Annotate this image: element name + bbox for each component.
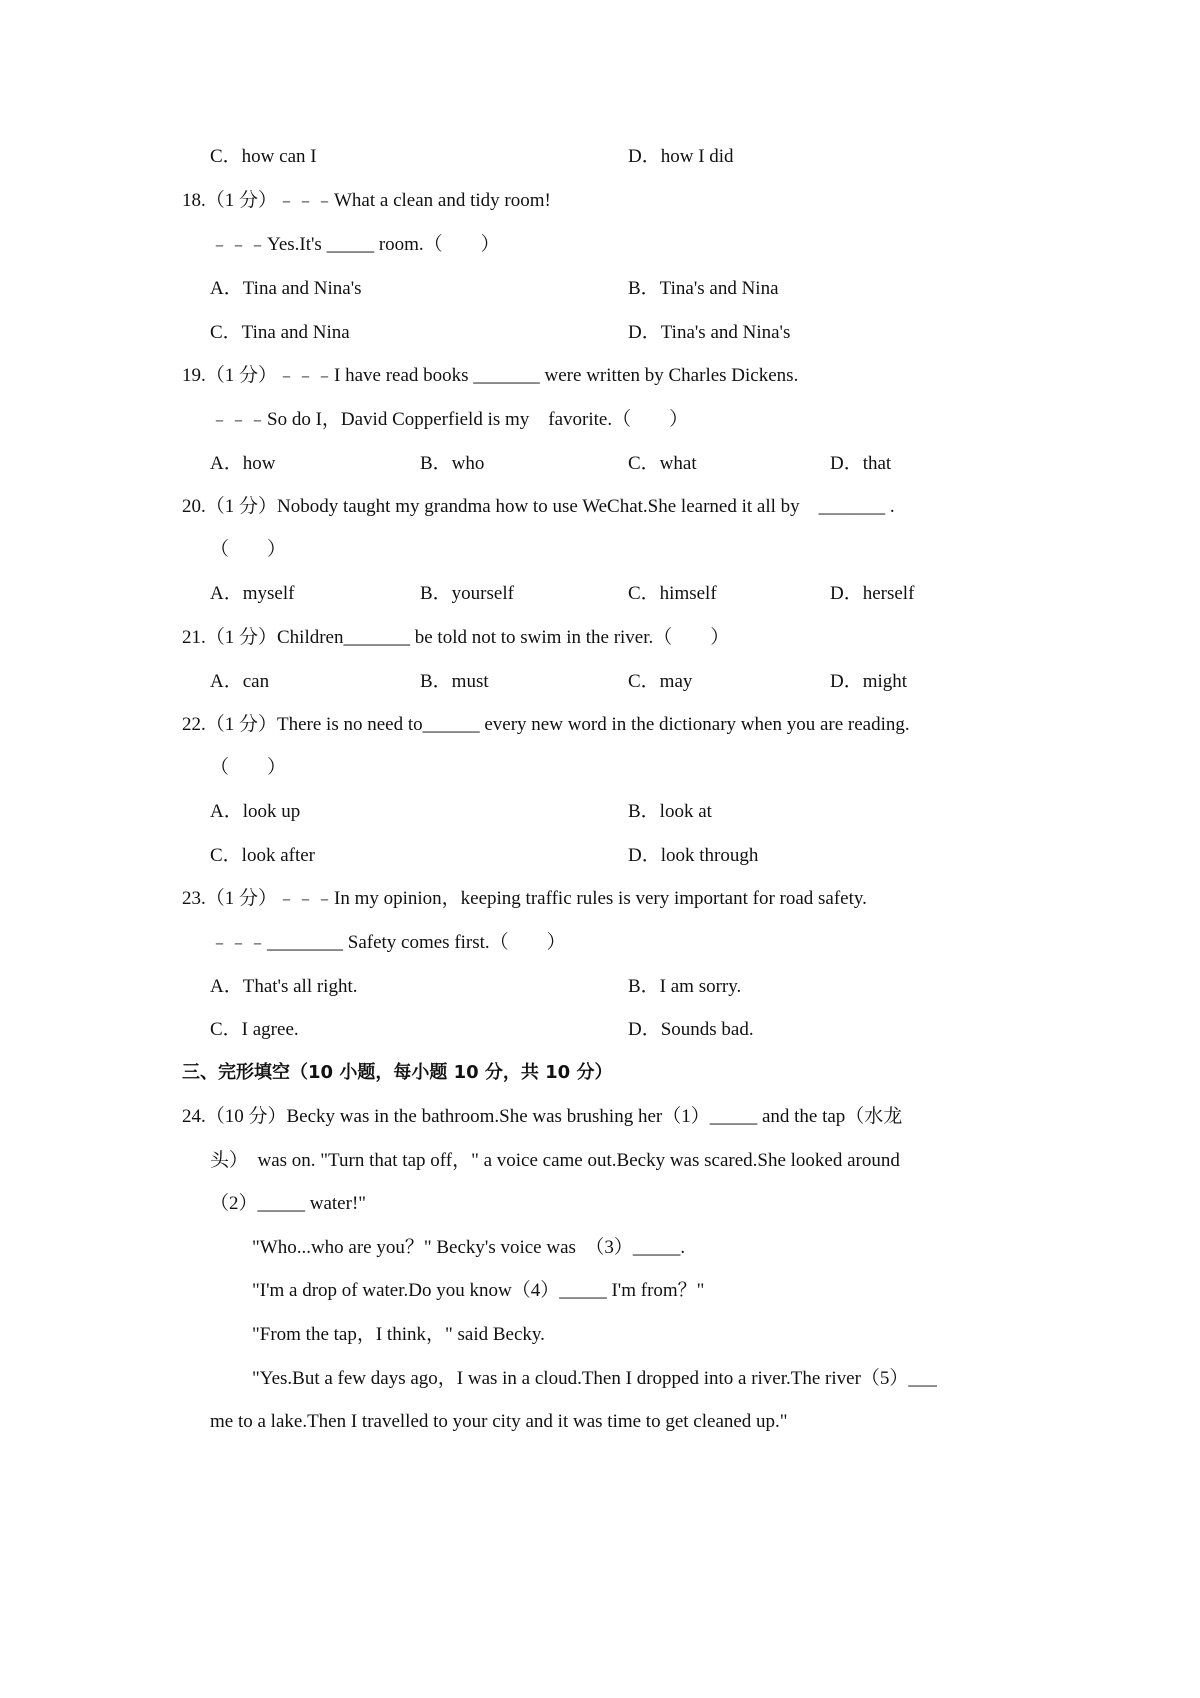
q20-option-b: B．yourself	[420, 583, 514, 604]
q22-option-c: C．look after	[210, 845, 316, 866]
q23-option-d: D．Sounds bad.	[628, 1019, 754, 1040]
q22-paren: （ ）	[210, 757, 287, 778]
q22-option-a: A．look up	[210, 801, 301, 822]
q19-option-a: A．how	[210, 453, 276, 474]
q18-stem: 18.（1 分）﹣﹣﹣What a clean and tidy room!	[182, 190, 551, 211]
q24-line-2-text: 头） was on. "Turn that tap off，" a voice came out.Becky was scared.She looked around	[210, 1150, 900, 1171]
q24-line-4: "Who...who are you？" Becky's voice was （3）_____.	[252, 1237, 686, 1258]
q23-reply: ﹣﹣﹣________ Safety comes first.（ ）	[210, 932, 566, 953]
q22-option-b: B．look at	[628, 801, 712, 822]
q24-line-2	[210, 1148, 1020, 1174]
q21-option-a: A．can	[210, 671, 270, 692]
q18-option-b: B．Tina's and Nina	[628, 278, 779, 299]
q22-stem: 22.（1 分）There is no need to______ every new word in the dictionary when you are reading.	[182, 714, 910, 735]
q24-line-8: me to a lake.Then I travelled to your city and it was time to get cleaned up."	[210, 1411, 788, 1432]
q21-stem: 21.（1 分）Children_______ be told not to swim in the river.（ ）	[182, 627, 730, 648]
q21-option-c: C．may	[628, 671, 693, 692]
q19-stem: 19.（1 分）﹣﹣﹣I have read books _______ were written by Charles Dickens.	[182, 365, 799, 386]
q22-option-d: D．look through	[628, 845, 759, 866]
q24-line-7	[252, 1366, 1020, 1392]
q17-option-c: C．how can I	[210, 146, 317, 167]
q20-option-c: C．himself	[628, 583, 717, 604]
q18-option-a: A．Tina and Nina's	[210, 278, 362, 299]
q17-option-d: D．how I did	[628, 146, 734, 167]
q24-line-5: "I'm a drop of water.Do you know（4）_____ I'm from？"	[252, 1280, 705, 1301]
q19-option-c: C．what	[628, 453, 697, 474]
q18-reply: ﹣﹣﹣Yes.It's _____ room.（ ）	[210, 234, 500, 255]
section-heading-cloze: 三、完形填空（10 小题，每小题 10 分，共 10 分）	[182, 1062, 613, 1083]
q24-line-7-text: "Yes.But a few days ago，I was in a cloud.Then I dropped into a river.The river（5）___	[252, 1368, 937, 1389]
q20-stem-text: 20.（1 分）Nobody taught my grandma how to use WeChat.She learned it all by _______ .	[182, 496, 895, 517]
q19-option-d: D．that	[830, 453, 892, 474]
q20-option-a: A．myself	[210, 583, 295, 604]
q20-paren: （ ）	[210, 539, 287, 560]
q24-line-3: （2）_____ water!"	[210, 1193, 367, 1214]
q19-reply: ﹣﹣﹣So do I，David Copperfield is my favorite.（ ）	[210, 409, 689, 430]
q20-stem	[182, 494, 1020, 520]
q18-option-c: C．Tina and Nina	[210, 322, 350, 343]
q23-option-a: A．That's all right.	[210, 976, 358, 997]
q24-line-1-text: 24.（10 分）Becky was in the bathroom.She was brushing her（1）_____ and the tap（水龙	[182, 1106, 903, 1127]
q24-line-6: "From the tap，I think，" said Becky.	[252, 1324, 545, 1345]
q23-option-c: C．I agree.	[210, 1019, 299, 1040]
q24-line-1	[182, 1104, 1020, 1130]
q21-option-d: D．might	[830, 671, 908, 692]
q18-option-d: D．Tina's and Nina's	[628, 322, 791, 343]
q19-option-b: B．who	[420, 453, 485, 474]
q20-option-d: D．herself	[830, 583, 915, 604]
q21-option-b: B．must	[420, 671, 489, 692]
q23-stem: 23.（1 分）﹣﹣﹣In my opinion，keeping traffic rules is very important for road safety.	[182, 888, 867, 909]
q23-option-b: B．I am sorry.	[628, 976, 742, 997]
